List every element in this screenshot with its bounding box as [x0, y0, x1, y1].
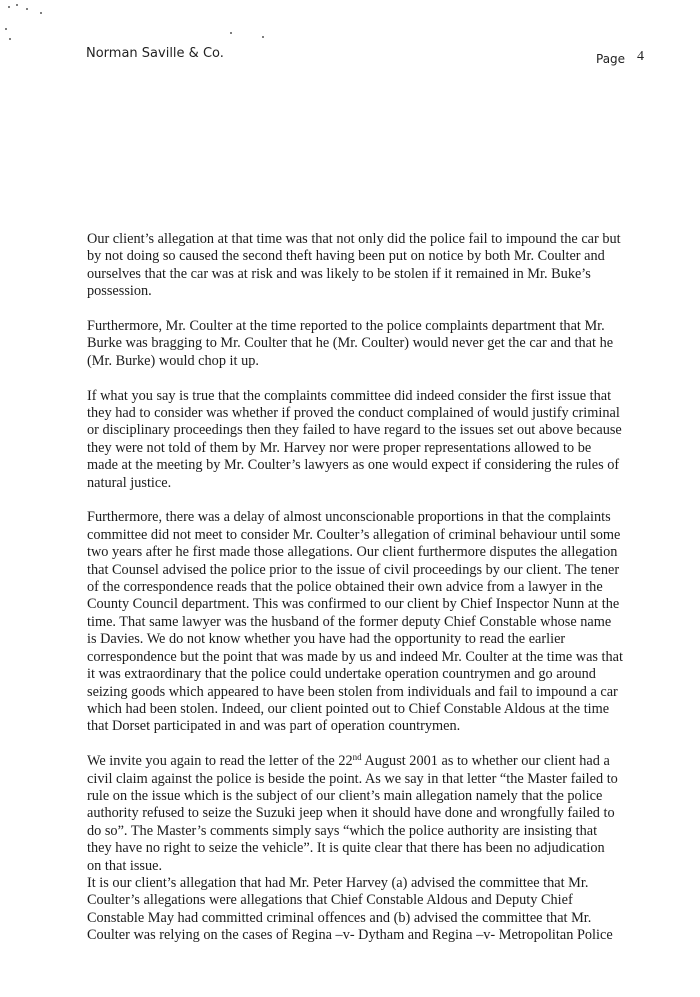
text-line: Furthermore, there was a delay of almost unconscionable proportions in that the complaints [87, 509, 611, 526]
text-line: it was extraordinary that the police could undertake operation countrymen and go around [87, 666, 596, 683]
paragraph [87, 231, 669, 301]
text-line: by not doing so caused the second theft having been put on notice by both Mr. Coulter and [87, 248, 605, 265]
page-label: Page [596, 52, 626, 66]
text-line: made at the meeting by Mr. Coulter’s lawyers as one would expect if considering the rules of [87, 457, 620, 474]
text-line: is Davies. We do not know whether you have had the opportunity to read the earlier [87, 631, 566, 648]
text-line: authority refused to seize the Suzuki jeep when it should have done and wrongfully failed to [87, 805, 615, 822]
paragraph [87, 753, 669, 875]
scan-speck [40, 12, 42, 14]
text-line: on that issue. [87, 857, 163, 874]
text-line: Constable May had committed criminal offences and (b) advised the committee that Mr. [87, 909, 592, 926]
text-line: possession. [87, 283, 152, 300]
paragraph [87, 875, 669, 945]
text-line: natural justice. [87, 474, 172, 491]
text-line: that Counsel advised the police prior to the issue of civil proceedings by our client. The tener [87, 561, 620, 578]
text-line: It is our client’s allegation that had Mr. Peter Harvey (a) advised the committee that Mr. [87, 874, 589, 891]
text-line: which had been stolen. Indeed, our client pointed out to Chief Constable Aldous at the time [87, 700, 610, 717]
letterhead [86, 44, 660, 74]
paragraph [87, 388, 669, 492]
text-line: they were not told of them by Mr. Harvey nor were proper representations allowed to be [87, 439, 592, 456]
text-line: Coulter’s allegations were allegations that Chief Constable Aldous and Deputy Chief [87, 892, 573, 909]
text-run: August 2001 as to whether our client had a [361, 753, 610, 770]
paragraph [87, 509, 669, 735]
text-line: correspondence but the point that was made by us and indeed Mr. Coulter at the time was that [87, 648, 623, 665]
text-line: they had to consider was whether if proved the conduct complained of would justify criminal [87, 405, 620, 422]
text-line: ourselves that the car was at risk and was likely to be stolen if it remained in Mr. Buke’s [87, 265, 591, 282]
scan-speck [230, 32, 232, 34]
text-line: Coulter was relying on the cases of Regina –v- Dytham and Regina –v- Metropolitan Police [87, 927, 613, 944]
firm-name: Norman Saville & Co. [86, 46, 224, 61]
text-line: of the correspondence reads that the police obtained their own advice from a lawyer in the [87, 579, 603, 596]
paragraph [87, 318, 669, 370]
letter-body [87, 231, 669, 945]
text-line: County Council department. This was confirmed to our client by Chief Inspector Nunn at the [87, 596, 620, 613]
text-line: seizing goods which appeared to have been stolen from individuals and fail to impound a car [87, 683, 618, 700]
scan-speck [9, 38, 11, 40]
scan-speck [8, 6, 10, 8]
text-line: time. That same lawyer was the husband of the former deputy Chief Constable whose name [87, 613, 612, 630]
text-line: Furthermore, Mr. Coulter at the time reported to the police complaints department that Mr. [87, 318, 605, 335]
text-line: rule on the issue which is the subject of our client’s main allegation namely that the police [87, 787, 603, 804]
scan-speck [262, 36, 264, 38]
text-line: they have no right to seize the vehicle”. It is quite clear that there has been no adjudication [87, 840, 605, 857]
text-run: We invite you again to read the letter of the 22 [87, 753, 353, 770]
text-line: do so”. The Master’s comments simply says “which the police authority are insisting that [87, 822, 598, 839]
text-line: or disciplinary proceedings then they failed to have regard to the issues set out above because [87, 422, 622, 439]
text-line: committee did not meet to consider Mr. Coulter’s allegation of criminal behaviour until some [87, 526, 621, 543]
scan-speck [5, 28, 7, 30]
text-line [87, 753, 669, 770]
ordinal-suffix: nd [352, 752, 362, 763]
page-number: 4 [637, 49, 644, 64]
scan-speck [26, 8, 28, 10]
text-line: two years after he first made those allegations. Our client furthermore disputes the allegation [87, 544, 618, 561]
text-line: Our client’s allegation at that time was that not only did the police fail to impound the car but [87, 231, 621, 247]
text-line: civil claim against the police is beside the point. As we say in that letter “the Master failed to [87, 770, 618, 787]
text-line: that Dorset participated in and was part of operation countrymen. [87, 718, 461, 735]
scan-speck [16, 4, 18, 6]
text-line: If what you say is true that the complaints committee did indeed consider the first issue that [87, 387, 612, 404]
text-line: Burke was bragging to Mr. Coulter that he (Mr. Coulter) would never get the car and that he [87, 335, 614, 352]
text-line: (Mr. Burke) would chop it up. [87, 352, 259, 369]
